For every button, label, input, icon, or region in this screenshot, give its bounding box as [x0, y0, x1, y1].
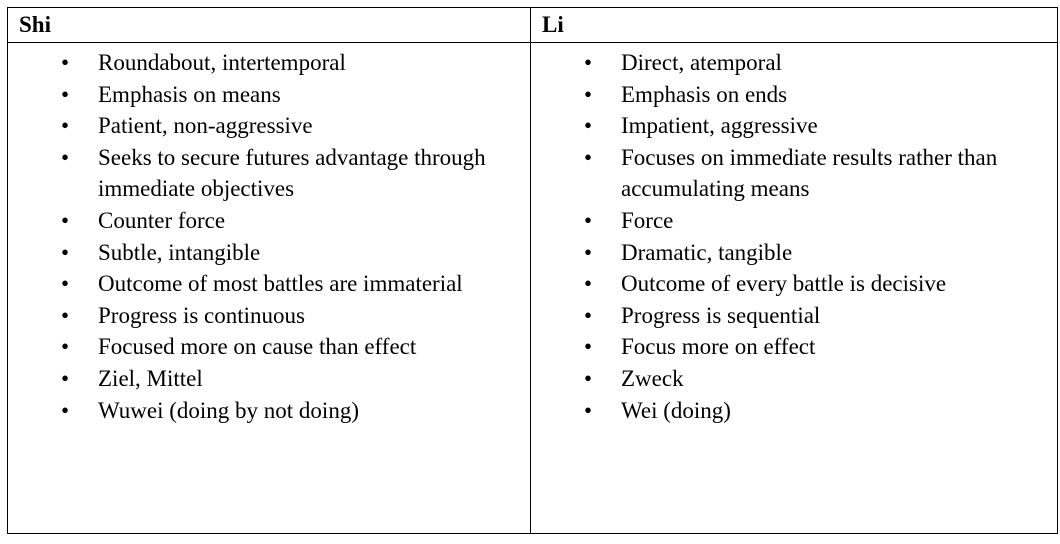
bullet-icon: • [61, 334, 70, 360]
list-item-text: Counter force [98, 207, 226, 233]
body-row [8, 43, 1058, 534]
list-item-text: Patient, non-aggressive [98, 113, 313, 139]
bullet-icon: • [584, 302, 593, 328]
list-item-text: Emphasis on ends [621, 81, 788, 107]
bullet-icon: • [61, 239, 70, 265]
bullet-icon: • [584, 271, 593, 297]
list-item-text: Wuwei (doing by not doing) [98, 397, 359, 423]
bullet-icon: • [584, 207, 593, 233]
bullet-icon: • [584, 144, 593, 170]
list-item [8, 395, 530, 427]
list-item [531, 363, 1057, 395]
bullet-icon: • [584, 113, 593, 139]
list-item [531, 110, 1057, 142]
list-item-text: Focuses on immediate results rather than accumulating means [621, 144, 998, 202]
list-item [8, 237, 530, 269]
list-item-text: Wei (doing) [621, 397, 731, 423]
list-item-text: Ziel, Mittel [98, 365, 203, 391]
list-item [531, 331, 1057, 363]
comparison-table [7, 7, 1058, 534]
list-item [531, 142, 1057, 205]
bullet-icon: • [61, 144, 70, 170]
list-item [531, 300, 1057, 332]
bullet-icon: • [61, 207, 70, 233]
li-cell [531, 43, 1058, 534]
bullet-icon: • [61, 365, 70, 391]
list-item-text: Dramatic, tangible [621, 239, 793, 265]
list-item-text: Focus more on effect [621, 334, 816, 360]
bullet-icon: • [584, 81, 593, 107]
bullet-icon: • [61, 302, 70, 328]
list-item [8, 363, 530, 395]
header-row [8, 8, 1058, 43]
list-item [531, 268, 1057, 300]
bullet-icon: • [584, 397, 593, 423]
list-item [8, 47, 530, 79]
list-item [8, 205, 530, 237]
list-item-text: Focused more on cause than effect [98, 334, 417, 360]
list-item [8, 79, 530, 111]
list-item-text: Emphasis on means [98, 81, 281, 107]
shi-cell [8, 43, 531, 534]
list-item [531, 205, 1057, 237]
list-item [8, 142, 530, 205]
header-cell-li: Li [531, 8, 1058, 43]
list-item-text: Seeks to secure futures advantage through immediate objectives [98, 144, 486, 202]
bullet-icon: • [61, 113, 70, 139]
list-item-text: Direct, atemporal [621, 50, 782, 75]
bullet-icon: • [61, 50, 70, 75]
list-item [531, 47, 1057, 79]
shi-list [8, 43, 530, 426]
list-item-text: Outcome of every battle is decisive [621, 271, 947, 297]
bullet-icon: • [61, 271, 70, 297]
list-item [531, 395, 1057, 427]
bullet-icon: • [584, 239, 593, 265]
bullet-icon: • [61, 397, 70, 423]
list-item-text: Progress is continuous [98, 302, 305, 328]
list-item-text: Progress is sequential [621, 302, 821, 328]
bullet-icon: • [584, 50, 593, 75]
li-list [531, 43, 1057, 426]
list-item [8, 300, 530, 332]
bullet-icon: • [584, 334, 593, 360]
list-item [8, 268, 530, 300]
header-cell-shi: Shi [8, 8, 531, 43]
list-item [531, 237, 1057, 269]
list-item-text: Subtle, intangible [98, 239, 261, 265]
list-item-text: Roundabout, intertemporal [98, 50, 346, 75]
list-item-text: Zweck [621, 365, 684, 391]
list-item [8, 331, 530, 363]
list-item [531, 79, 1057, 111]
list-item-text: Force [621, 207, 674, 233]
list-item-text: Impatient, aggressive [621, 113, 818, 139]
list-item [8, 110, 530, 142]
list-item-text: Outcome of most battles are immaterial [98, 271, 463, 297]
bullet-icon: • [584, 365, 593, 391]
bullet-icon: • [61, 81, 70, 107]
